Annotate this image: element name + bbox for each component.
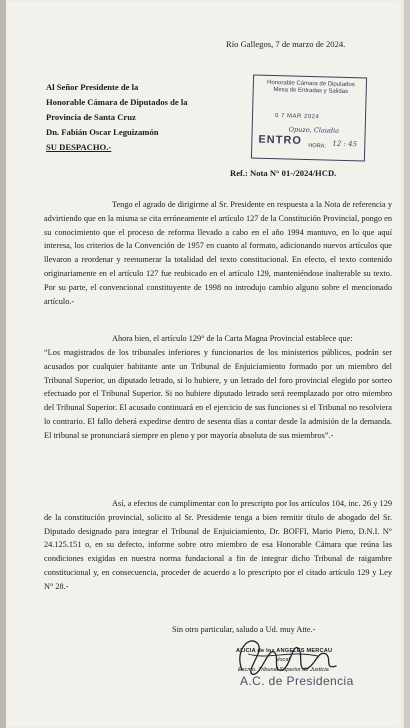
stamp-date: 0 7 MAR 2024	[274, 113, 320, 121]
addressee-line-3: Provincia de Santa Cruz	[46, 112, 136, 122]
addressee-line-2: Honorable Cámara de Diputados de la	[46, 97, 188, 107]
stamp-time-label: HORA:	[308, 142, 327, 150]
stamp-handwritten-name: Opuzo, Claudia	[288, 125, 340, 135]
stamp-time-value: 12 : 45	[332, 139, 358, 149]
stamp-office: Mesa de Entradas y Salidas	[273, 87, 349, 96]
body-paragraph-3: Así, a efectos de cumplimentar con lo prescripto por los artículos 104, inc. 26 y 129 de la constitución provincial, solicito al Sr. Presidente tenga a bien remitir título de abogado del Sr. Diputado designado para integrar el Tribunal de Enjuiciamiento, Dr. BOFFI, Mario Piero, D.N.I. N° 24.125.151 o, en su defecto, informe sobre otro miembro de esa Honorable Cámara que reúna las condiciones exigidas en nuestra norma fundacional a fin de integrar dicho Tribunal de raigambre constitucional y, en consecuencia, proceder de acuerdo a lo prescripto por el citado artículo 129 y Ley N° 28.-	[44, 499, 392, 591]
addressee-line-5: SU DESPACHO.-	[46, 142, 112, 152]
addressee-block	[46, 80, 236, 155]
constitution-quote: “Los magistrados de los tribunales inferiores y funcionarios de los ministerios públicos, podrán ser acusados por cualquier habitante ante un Tribunal de Enjuiciamiento formado por un miembro del Tribunal Superior, un diputado letrado, si lo hubiere, y un letrado del foro provincial elegido por sorteo efectuado por el Tribunal Superior. Si no hubiere diputado letrado será reemplazado por otro miembro del Tribunal Superior. El acusado continuará en el ejercicio de sus funciones si el Tribunal no resolviera lo contrario. El fallo deberá expedirse dentro de sesenta días a contar desde la admisión de la demanda. El tribunal se pronunciará siempre en pleno y por mayoría absoluta de sus miembros”.-	[44, 348, 392, 440]
reference-line: Ref.: Nota N° 01-/2024/HCD.	[230, 168, 337, 178]
addressee-line-4: Dn. Fabián Oscar Leguizamón	[46, 127, 159, 137]
addressee-line-1: Al Señor Presidente de la	[46, 82, 139, 92]
reception-stamp	[251, 75, 367, 162]
stamp-institution: Honorable Cámara de Diputados	[266, 79, 355, 89]
body-paragraph-2: Ahora bien, el artículo 129° de la Carta Magna Provincial establece que:	[112, 334, 353, 343]
signatory-role: Vocal	[276, 657, 290, 663]
page-edge-right	[404, 0, 410, 728]
date-line: Río Gallegos, 7 de marzo de 2024.	[226, 39, 346, 49]
body-paragraph-1: Tengo el agrado de dirigirme al Sr. Presidente en respuesta a la Nota de referencia y advirtiendo que en la misma se cita erróneamente el artículo 127 de la Constitución Provincial, pongo en su conocimiento que el proceso de reforma llevado a cabo en el año 1994 mantuvo, en lo que aquí interesa, los criterios de la Convención de 1957 en cuanto al formato, adicionando nuevos artículos que llevaron a reordenar y reenumerar la totalidad del texto constitucional. En efecto, el texto contenido originariamente en el artículo 127 fue reubicado en el artículo 129, manteniéndose inalterable su texto. Por su parte, el convencional constituyente de 1998 no introdujo cambio alguno sobre el mencionado artículo.-	[44, 200, 392, 306]
stamp-entry-word: ENTRO	[258, 133, 303, 147]
signatory-institution: Excmo. Tribunal Superior de Justicia	[238, 667, 329, 673]
signatory-name: ALICIA de los ANGELES MERCAU	[236, 648, 333, 654]
presidency-stamp: A.C. de Presidencia	[240, 674, 354, 688]
closing-line: Sin otro particular, saludo a Ud. muy Atte.-	[172, 625, 316, 634]
